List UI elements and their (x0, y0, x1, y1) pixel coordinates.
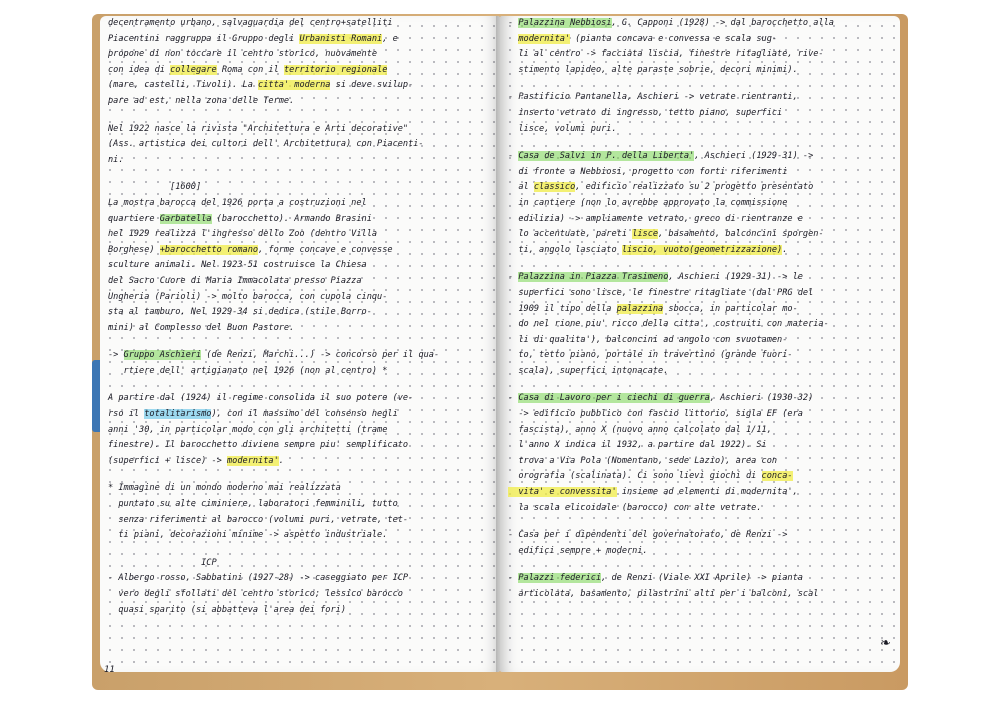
block-gap (108, 110, 494, 122)
highlighted-text: territorio regionale (283, 64, 388, 75)
note-text: Nel 1922 nasce la rivista "Architettura e Arti decorative" (Ass. artistica dei cultori dell' Architettura) con Piacenti- ni. (108, 123, 424, 165)
highlighted-text: +barocchetto romano (159, 244, 259, 255)
block-gap (108, 168, 494, 180)
page-number: 11 (104, 665, 115, 675)
highlighted-text: collegare (170, 64, 217, 75)
note-text: (barocchetto). Armando Brasini nel 1929 realizza l'ingresso dello Zoo (dentro Villa Borghese) (108, 213, 378, 255)
note-block (508, 571, 894, 602)
note-text: , e propone di non toccare il centro storico, nuovamente con idea di (108, 33, 398, 75)
note-block (508, 270, 894, 379)
note-block (108, 122, 494, 169)
note-text: A partire dal (1924) il regime consolida il suo potere (ve- rso il (108, 393, 414, 420)
note-text: ), con il massimo del consenso negli anni '30, in particolar modo con gli architetti (trame finestre). Il barocchetto diviene sempre piu' semplificato (superfici + lisce) -> (108, 409, 409, 466)
note-text: , Aschieri (1929-31) -> le superfici sono lisce, le finestre ritagliate (dal PRG del 1909 il tipo della (518, 272, 814, 314)
note-block (508, 528, 894, 559)
note-text: - Pastificio Pantanella, Aschieri -> vetrate rientranti, inserto vetrato di ingresso, tetto piano, superfici lisce, volumi puri. (508, 92, 798, 134)
note-text: (mare, castelli, Tivoli). La (108, 80, 253, 91)
highlighted-text: Gruppo Aschieri (123, 350, 202, 361)
highlighted-text: Palazzina in Piazza Trasimeno (518, 272, 669, 283)
note-text: - (508, 18, 519, 28)
block-gap (108, 379, 494, 391)
highlighted-text: lisce (632, 229, 659, 240)
block-gap (108, 544, 494, 556)
note-text: insieme ad elementi di modernita', la scala elicoidale (barocco) con alte vetrate. (518, 487, 798, 513)
highlighted-text: classico (533, 182, 576, 193)
highlighted-text: Casa de Salvi in P. della Liberta' (518, 151, 695, 162)
note-block (108, 16, 494, 110)
highlighted-text: conca- vita' e convessita' (508, 471, 793, 497)
note-text: - (508, 151, 519, 162)
highlighted-text: Palazzi federici (518, 573, 602, 584)
note-text: , Aschieri (1929-31) -> di fronte a Nebbiosi, progetto con forti riferimenti al (518, 151, 814, 193)
note-text: , de Renzi (Viale XXI Aprile) -> pianta articolata, basamento, pilastrini alti per i balconi, scal (518, 573, 819, 599)
block-gap (508, 258, 894, 270)
note-block (108, 348, 494, 379)
note-text: , edificio realizzato su 2 progetto presentato in cantiere (non lo avrebbe approvato la commissione edilizia) -> ampliamente vetrato, greco di rientranze e lo accentuate, pareti (518, 182, 814, 240)
block-gap (508, 516, 894, 528)
note-text: , Aschieri (1930-32) -> edificio pubblico con fascio littorio, sigla EF (era fascista), anno X (nuovo anno calcolato dal 1/11, l'anno X indica il 1932, a partire dal 1922). Si trova a Via Pola (Nomentano, sede Lazio), area con orografia (scalinata). Ci sono lievi giochi di (518, 393, 814, 482)
note-text: - (508, 573, 519, 584)
note-block (108, 180, 494, 336)
doodle-icon: ❧ (880, 636, 891, 651)
note-text: (pianta concava e convessa e scala sug- li al centro -> facciata liscia, finestre ritagliate, rive- stimento lapideo, alte paraste sobrie, decori minimi). (518, 33, 824, 75)
note-text: - (508, 393, 519, 404)
block-gap (508, 559, 894, 571)
highlighted-text: palazzina (616, 303, 664, 314)
note-block (108, 556, 494, 618)
note-text: si deve svilup- pare ad est, nella zona delle Terme. (108, 80, 414, 106)
note-text: [1600] La mostra barocca del 1926 porta a costruzioni nel quartiere (108, 182, 367, 224)
note-text: * Immagine di un mondo moderno mai realizzata puntato su alte ciminiere, laboratori femminili, tutto senza riferimenti al barocco (volumi puri, vetrate, tet- ti piani, decorazioni minime -> aspetto industriale. (108, 483, 409, 541)
note-text: - (508, 272, 519, 283)
note-block (508, 90, 894, 137)
block-gap (108, 469, 494, 481)
note-block (108, 481, 494, 543)
note-text: decentramento urbano, salvaguardia del centro+satelliti Piacentini raggruppa il Gruppo degli (108, 18, 393, 44)
highlighted-text: Urbanisti Romani (299, 33, 383, 44)
note-text: -> (108, 350, 124, 361)
block-gap (508, 78, 894, 90)
highlighted-text: modernita' (518, 33, 571, 44)
block-gap (508, 379, 894, 391)
notes-left (108, 16, 494, 618)
highlighted-text: totalitarismo (144, 409, 212, 420)
highlighted-text: modernita' (227, 455, 279, 466)
note-text: ICP - Albergo rosso, Sabbatini (1927-28) -> caseggiato per ICP vero degli sfollati del centro storico; lessico barocco quasi sparito (si abbatteva l'area dei fori) (108, 557, 409, 615)
note-text: . (782, 244, 788, 255)
note-text: sbocca, in particolar mo- do nel rione piu' ricco della citta', costruiti con materia- li di qualita'), balconcini ad angolo con svuotamen- to, tetto piano, portale in travertino (grande fuori- scala), superfici intonacate. (518, 303, 829, 376)
notes-right (508, 16, 894, 603)
note-text: (de Renzi, Marchi...) -> concorso per il qua- rtiere dell' artigianato nel 1926 (non al centro) * (123, 350, 440, 376)
block-gap (508, 137, 894, 149)
note-block (508, 391, 894, 516)
highlighted-text: Garbatella (159, 213, 212, 224)
note-text: , forme concave e convesse sculture animali. Nel 1923-51 costruisce la Chiesa del Sacro Cuore di Maria Immacolata presso Piazza Ungheria (Parioli) -> molto barocca, con cupola cinqu- sta al tamburo. Nel 1929-34 si dedica (stile Borro- mini) al Complesso del Buon Pastore. (108, 244, 393, 333)
block-gap (108, 336, 494, 348)
highlighted-text: citta' moderna (258, 80, 331, 91)
note-text: - Casa per i dipendenti del governatorato, de Renzi -> edifici sempre + moderni. (508, 530, 788, 556)
note-text: Roma con il (216, 64, 284, 75)
note-text: , G. Capponi (1928) -> dal barocchetto alla (611, 18, 834, 28)
notebook-page-left (100, 16, 500, 672)
note-text: . (278, 455, 284, 466)
note-block (508, 16, 894, 78)
highlighted-text: liscio, vuoto(geometrizzazione) (621, 244, 783, 255)
note-block (108, 391, 494, 469)
highlighted-text: Palazzina Nebbiosi (518, 18, 612, 28)
notebook-page-right (500, 16, 900, 672)
note-text: , basamento, balconcini sporgen- ti, angolo lasciato (518, 229, 824, 255)
highlighted-text: Casa di Lavoro per i ciechi di guerra (518, 393, 710, 404)
note-block (508, 149, 894, 258)
